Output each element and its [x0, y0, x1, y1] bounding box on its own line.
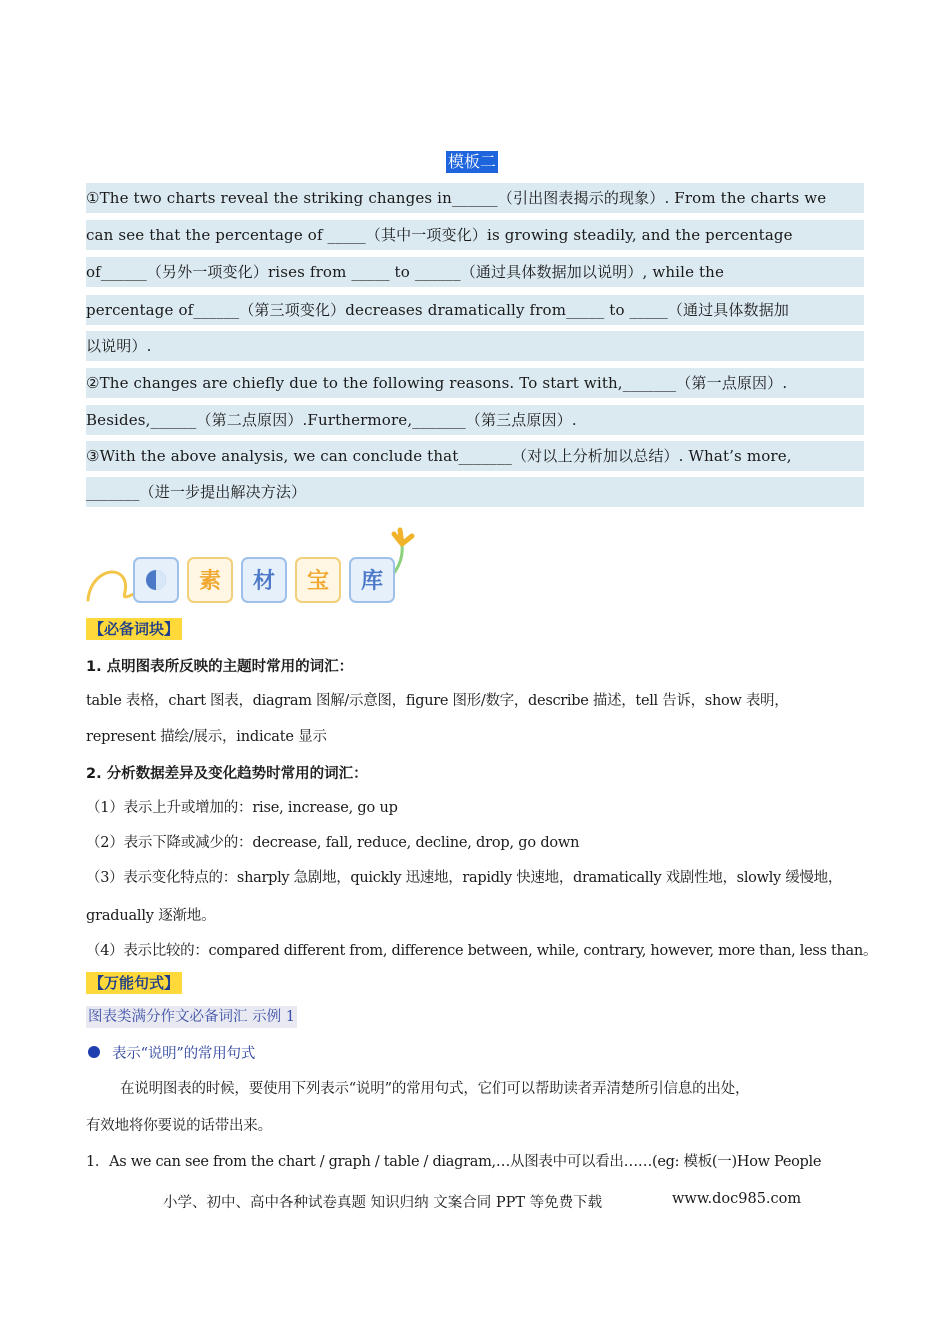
- template-line-text: ①The two charts reveal the striking changes in______（引出图表揭示的现象）. From the charts we: [86, 189, 827, 207]
- template-line-text: percentage of______（第三项变化）decreases dramatically from_____ to _____（通过具体数据加: [86, 301, 790, 319]
- template-line-7: [86, 405, 864, 435]
- template-line-text: Besides,______（第二点原因）.Furthermore,_______（第三点原因）.: [86, 411, 577, 429]
- logo-char-1: 素: [198, 569, 222, 594]
- template-line-text: _______（进一步提出解决方法）: [86, 483, 307, 501]
- template-line-text: can see that the percentage of _____（其中一项变化）is growing steadily, and the percentage: [86, 226, 793, 244]
- template-line-5: [86, 331, 864, 361]
- trend-item-1: （1）表示上升或增加的：rise, increase, go up: [86, 800, 398, 816]
- template-line-2: [86, 220, 864, 250]
- vocab-line-1: table 表格，chart 图表，diagram 图解/示意图，figure 图形/数字，describe 描述，tell 告诉，show 表明，: [86, 693, 789, 709]
- template-line-4: [86, 295, 864, 325]
- template-line-text: ③With the above analysis, we can conclude that_______（对以上分析加以总结）. What’s more,: [86, 447, 792, 465]
- trend-item-4: （4）表示比较的：compared different from, difference between, while, contrary, however, more than, less than。: [86, 943, 878, 959]
- logo-char-4: 库: [360, 569, 384, 594]
- template-line-6: [86, 368, 864, 398]
- section-tag-vocab: 【必备词块】: [86, 618, 182, 640]
- template-title: 模板二: [448, 152, 497, 171]
- logo-char-2: 材: [252, 569, 276, 594]
- footer-url[interactable]: www.doc985.com: [672, 1191, 802, 1207]
- section-tag-sentences: 【万能句式】: [86, 972, 182, 994]
- subtitle-example: 图表类满分作文必备词汇 示例 1: [86, 1006, 297, 1028]
- trend-item-3-cont: gradually 逐渐地。: [86, 908, 216, 924]
- heading-trend-vocab: 2. 分析数据差异及变化趋势时常用的词汇：: [86, 766, 368, 782]
- trend-item-3: （3）表示变化特点的：sharply 急剧地，quickly 迅速地，rapidly 快速地，dramatically 戏剧性地，slowly 缓慢地，: [86, 870, 843, 886]
- example-line-1: 1．As we can see from the chart / graph / table / diagram,…从图表中可以看出……(eg: 模板(一)How People: [86, 1154, 822, 1170]
- bullet-icon: [88, 1046, 100, 1058]
- bullet-heading: 表示“说明”的常用句式: [112, 1046, 256, 1062]
- template-line-9: [86, 477, 864, 507]
- trend-item-2: （2）表示下降或减少的：decrease, fall, reduce, decline, drop, go down: [86, 835, 580, 851]
- template-line-text: ②The changes are chiefly due to the following reasons. To start with,_______（第一点原因）.: [86, 374, 788, 392]
- template-line-text: 以说明）.: [86, 337, 152, 355]
- template-line-1: [86, 183, 864, 213]
- template-line-text: of______（另外一项变化）rises from _____ to ______（通过具体数据加以说明）, while the: [86, 263, 725, 281]
- template-line-8: [86, 441, 864, 471]
- vocab-line-2: represent 描绘/展示，indicate 显示: [86, 729, 327, 745]
- heading-theme-vocab: 1. 点明图表所反映的主题时常用的词汇：: [86, 659, 354, 675]
- material-library-logo: [86, 524, 416, 608]
- template-line-3: [86, 257, 864, 287]
- paragraph-line-1: 在说明图表的时候，要使用下列表示“说明”的常用句式，它们可以帮助读者弄清楚所引信息的出处，: [120, 1081, 750, 1097]
- footer-text: 小学、初中、高中各种试卷真题 知识归纳 文案合同 PPT 等免费下载: [163, 1195, 603, 1211]
- paragraph-line-2: 有效地将你要说的话带出来。: [86, 1118, 272, 1134]
- logo-char-3: 宝: [306, 569, 330, 594]
